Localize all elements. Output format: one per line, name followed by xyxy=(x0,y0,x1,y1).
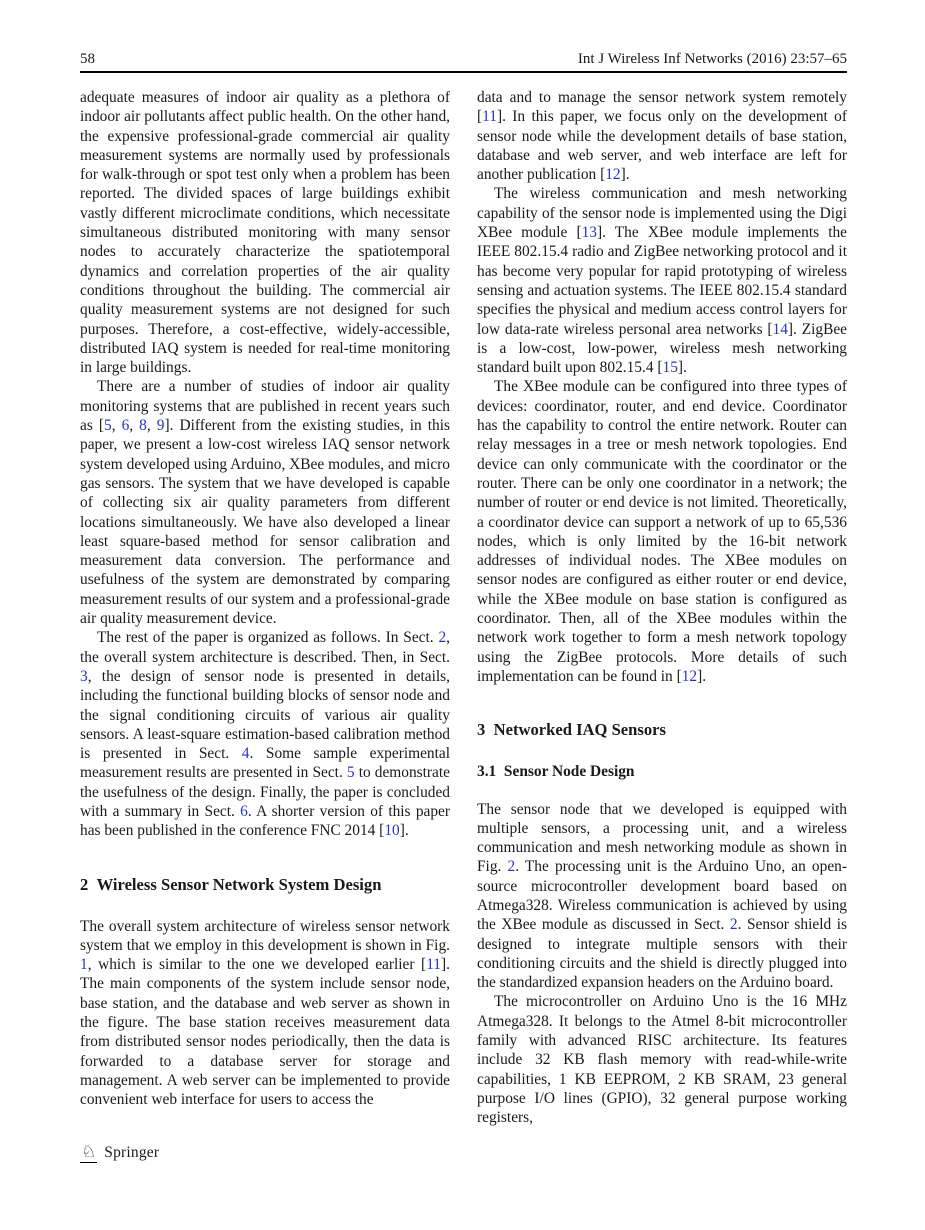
citation-link[interactable]: 1 xyxy=(80,956,88,974)
running-head xyxy=(80,50,847,68)
paragraph: The wireless communication and mesh networking capability of the sensor node is implemented using the Digi XBee module [13]. The XBee module implements the IEEE 802.15.4 radio and ZigBee networking protocol and it has become very popular for rapid prototyping of wireless sensing and actuation systems. The IEEE 802.15.4 standard specifies the physical and medium access control layers for low data-rate wireless personal area networks [14]. ZigBee is a low-cost, low-power, wireless mesh networking standard built upon 802.15.4 [15]. xyxy=(477,185,848,377)
section-heading: 3 Networked IAQ Sensors xyxy=(477,720,666,740)
citation-link[interactable]: 11 xyxy=(482,108,497,126)
citation-link[interactable]: 12 xyxy=(605,166,621,184)
header-rule xyxy=(80,71,847,73)
journal-running-title: Int J Wireless Inf Networks (2016) 23:57–65 xyxy=(577,51,847,67)
citation-link[interactable]: 6 xyxy=(121,417,130,435)
paragraph: The sensor node that we developed is equipped with multiple sensors, a processing unit, and a wireless communication and mesh networking module as shown in Fig. 2. The processing unit is the Arduino Uno, an open-source microcontroller development board based on Atmega328. Wireless communication is achieved by using the XBee module as discussed in Sect. 2. Sensor shield is designed to integrate multiple sensors with their conditioning circuits and the shield is directly plugged into the standardized expansion headers on the Arduino board. xyxy=(477,800,847,992)
page-number: 58 xyxy=(80,51,95,67)
citation-link[interactable]: 9 xyxy=(156,417,165,435)
citation-link[interactable]: 14 xyxy=(772,320,788,338)
publisher-name: Springer xyxy=(104,1144,160,1161)
left-text-column xyxy=(80,88,450,1110)
paragraph: The microcontroller on Arduino Uno is the 16 MHz Atmega328. It belongs to the Atmel 8-bit microcontroller family with advanced RISC architecture. Its features include 32 KB flash memory with read-while-write capabilities, 1 KB EEPROM, 2 KB SRAM, 23 general purpose I/O lines (GPIO), 32 general purpose working registers, xyxy=(477,993,847,1127)
paragraph: data and to manage the sensor network system remotely [11]. In this paper, we focus only on the development of sensor node while the development details of base station, database and web server, and web interface are left for another publication [12]. xyxy=(477,89,847,184)
citation-link[interactable]: 4 xyxy=(241,745,250,763)
paragraph: The rest of the paper is organized as follows. In Sect. 2, the overall system architecture is described. Then, in Sect. 3, the design of sensor node is presented in details, including the functional building blocks of sensor node and the signal conditioning circuits of various air quality sensors. A least-square estimation-based calibration method is presented in Sect. 4. Some sample experimental measurement results are presented in Sect. 5 to demonstrate the usefulness of the design. Finally, the paper is concluded with a summary in Sect. 6. A shorter version of this paper has been published in the conference FNC 2014 [10]. xyxy=(80,629,450,840)
paragraph: The XBee module can be configured into three types of devices: coordinator, router, and end device. Coordinator has the capability to control the entire network. Router can relay messages in a tree or mesh network topologies. End device can only communicate with the coordinator or the router. There can be only one coordinator in a network; the number of router or end device is not limited. Theoretically, a coordinator device can support a network of up to 65,536 nodes, which is only limited by the 16-bit network addresses of individual nodes. The XBee modules on sensor nodes are configured as either router or end device, while the XBee module on base station is configured as coordinator. Then, all of the XBee modules within the network work together to form a mesh network topology using the ZigBee protocols. More details of such implementation can be found in [12]. xyxy=(477,378,847,685)
citation-link[interactable]: 12 xyxy=(681,667,698,685)
citation-link[interactable]: 10 xyxy=(384,822,400,840)
paragraph: There are a number of studies of indoor air quality monitoring systems that are published in recent years such as [5, 6, 8, 9]. Different from the existing studies, in this paper, we present a low-cost wireless IAQ sensor network system developed using Arduino, XBee modules, and micro gas sensors. The system that we have developed is capable of collecting six air quality parameters from different locations simultaneously. We have also developed a linear least square-based method for sensor calibration and measurement data conversion. The performance and usefulness of the system are demonstrated by comparing measurement results of our system and a professional-grade air quality measurement device. xyxy=(80,378,451,628)
citation-link[interactable]: 11 xyxy=(426,956,442,974)
subsection-heading: 3.1 Sensor Node Design xyxy=(477,763,635,781)
citation-link[interactable]: 13 xyxy=(581,224,597,242)
citation-link[interactable]: 2 xyxy=(729,916,738,934)
section-heading: 2 Wireless Sensor Network System Design xyxy=(80,874,382,894)
citation-link[interactable]: 15 xyxy=(662,359,678,377)
paragraph: adequate measures of indoor air quality as a plethora of indoor air pollutants affect public health. On the other hand, the expensive professional-grade commercial air quality measurement systems are normally used by professionals for walk-through or spot test only when a problem has been reported. The divided spaces of large buildings exhibit vastly different microclimate conditions, which necessitate simultaneous distributed monitoring with many sensor nodes to accurately characterize the spatiotemporal dynamics and correlation properties of the air quality conditions throughout the building. The commercial air quality measurement systems are not designed for such purposes. Therefore, a cost-effective, widely-accessible, distributed IAQ system is needed for real-time monitoring in large buildings. xyxy=(80,89,450,377)
citation-link[interactable]: 2 xyxy=(438,629,447,647)
citation-link[interactable]: 3 xyxy=(80,667,88,685)
publisher-footer xyxy=(80,1143,159,1162)
citation-link[interactable]: 5 xyxy=(346,764,355,782)
citation-link[interactable]: 6 xyxy=(240,802,248,820)
right-text-column xyxy=(477,88,847,1128)
paragraph: The overall system architecture of wireless sensor network system that we employ in this development is shown in Fig. 1, which is similar to the one we developed earlier [11]. The main components of the system include sensor node, base station, and the database and web server as shown in the figure. The base station receives measurement data from distributed sensor nodes periodically, then the data is forwarded to a database server for storage and management. A web server can be implemented to provide convenient web interface for users to access the xyxy=(80,917,450,1109)
citation-link[interactable]: 2 xyxy=(507,858,516,876)
springer-horse-icon: ♘ xyxy=(81,1142,97,1162)
citation-link[interactable]: 8 xyxy=(139,417,147,435)
citation-link[interactable]: 5 xyxy=(103,417,112,435)
